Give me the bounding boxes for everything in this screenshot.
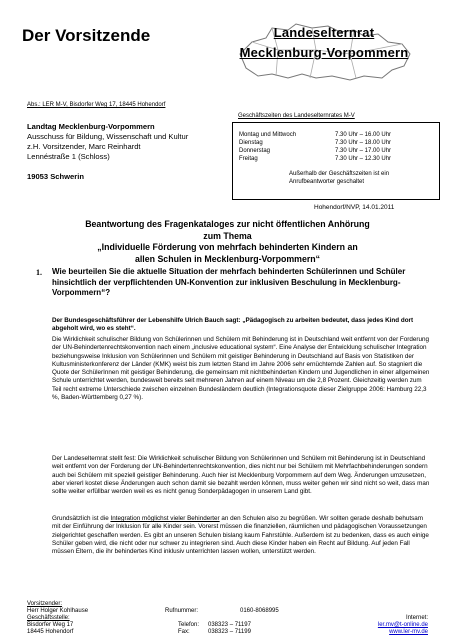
footer-fax: 038323 – 71199: [208, 629, 251, 635]
hours-time: 7.30 Uhr – 17.00 Uhr: [335, 148, 392, 154]
hours-day: Dienstag: [239, 140, 263, 146]
hours-day: Freitag: [239, 156, 258, 162]
footer-web-link[interactable]: www.ler-mv.de: [389, 629, 428, 635]
footer-street: Bisdorfer Weg 17: [27, 622, 74, 628]
body-paragraph: Die Wirklichkeit schulischer Bildung von Schülerinnen und Schülern mit Behinderung ist in Deutschland weit entfernt von der Forderung der UN-Behindertenrechtskonvention nach einem „inclusive educational system“. Eine Analyse der Entwicklung schulischer Integration beziehungsweise Inklusion von Schülerinnen und Schülern mit geistiger Behinderung in Deutschland auf Basis von Statistiken der Kultusministerkonferenz der Länder (KMK) weist bis zum letzten Stand im Jahre 2006 sehr ernüchternde Zahlen auf. So stagniert die Quote der SchülerInnen mit geistiger Behinderung, die gemeinsam mit nichtbehinderten Kindern und Jugendlichen in einer allgemeinen Schule unterrichtet werden, bundesweit bereits seit mehreren Jahren auf einem Niveau um die 2,8 Prozent. Gleichzeitig werden zum Teil recht extreme Unterschiede zwischen einzelnen Bundesländern deutlich (Integrationsquote dieser Zielgruppe 2006: Hamburg 22,3 %, Baden-Württemberg 0,27 %).: [52, 336, 430, 401]
subject-line: Beantwortung des Fragenkataloges zur nicht öffentlichen Anhörung: [85, 219, 370, 229]
subject-line: zum Thema: [203, 230, 252, 241]
address-line: Lennéstraße 1 (Schloss): [27, 152, 110, 161]
footer-email-link[interactable]: ler.mv@t-online.de: [377, 622, 428, 628]
footer-chair-name: Herr Holger Kohlhause: [27, 608, 89, 614]
hours-time: 7.30 Uhr – 16.00 Uhr: [335, 132, 392, 138]
logo-text-line1: Landeselternrat: [273, 25, 375, 40]
hours-time: 7.30 Uhr – 12.30 Uhr: [335, 156, 392, 162]
landeselternrat-logo: [232, 20, 416, 82]
footer-tel-label: Telefon:: [178, 622, 200, 628]
recipient-name: Landtag Mecklenburg-Vorpommern: [27, 122, 155, 131]
question-text: Wie beurteilen Sie die aktuelle Situation der mehrfach behinderten Schülerinnen und Schüler hinsichtlich der verpflichtenden UN-Konvention zur inklusiven Beschulung in Mecklenburg-Vorpommern“?: [52, 267, 406, 297]
subject-line: „Individuelle Förderung von mehrfach behinderten Kindern an: [97, 242, 358, 252]
hours-day: Montag und Mittwoch: [239, 132, 297, 138]
page-title: Der Vorsitzende: [22, 26, 151, 45]
recipient-address: [27, 122, 188, 182]
paragraph-text: an den Schulen also zu begrüßen. Wir sollten gerade deshalb behutsam mit der Einführung der Inklusion für alle Kinder sein. Vorerst müssen die finanziellen, räumlichen und pädagogischen Voraussetzungen zielgerichtet geschaffen werden. Es gibt an unseren Schulen bislang kaum Fahrstühle. Außerdem ist zu bedenken, dass es auch einige Schüler geben wird, die nicht oder nur schwer zu integrieren sind. Auch diese Kinder haben ein Recht auf Bildung. Auf jeden Fall müssen Eltern, die ihr behindertes Kind inklusiv unterrichten lassen wollen, unterstützt werden.: [52, 515, 429, 555]
quote-paragraph: Der Bundesgeschäftsführer der Lebenshilfe Ulrich Bauch sagt: „Pädagogisch zu arbeiten bedeutet, dass jedes Kind dort abgeholt wird, wo es steht“.: [52, 317, 414, 333]
footer-city: 18445 Hohendorf: [27, 629, 74, 635]
question-number: 1.: [36, 268, 42, 277]
hours-time: 7.30 Uhr – 18.00 Uhr: [335, 140, 392, 146]
logo-text-line2: Mecklenburg-Vorpommern: [239, 45, 409, 60]
underlined-phrase: Integration möglichst vieler Behinderter: [110, 515, 220, 522]
office-hours-title: Geschäftszeiten des Landeselternrates M-V: [238, 113, 355, 119]
address-line: z.H. Vorsitzender, Marc Reinhardt: [27, 142, 141, 151]
body-paragraph: [52, 515, 430, 556]
address-line: Ausschuss für Bildung, Wissenschaft und Kultur: [27, 132, 189, 141]
hours-note: Außerhalb der Geschäftszeiten ist ein Anrufbeantworter geschaltet: [289, 171, 390, 185]
subject-line: allen Schulen in Mecklenburg-Vorpommern“: [134, 253, 321, 264]
subject-heading: [40, 219, 415, 265]
footer-phone-label: Rufnummer:: [165, 608, 199, 614]
footer-tel: 038323 – 71197: [208, 622, 251, 628]
sender-line: Abs.: LER M-V, Bisdorfer Weg 17, 18445 Hohendorf: [27, 102, 166, 108]
address-city: 19053 Schwerin: [27, 172, 84, 181]
footer-chair-label: Vorsitzender:: [27, 601, 63, 607]
body-paragraph: Der Landeselternrat stellt fest: Die Wirklichkeit schulischer Bildung von Schülerinnen und Schülern mit Behinderung ist in Deutschland weit entfernt von der Forderung der UN-Behindertenrechtskonvention, dies nicht nur bei Schülern mit Mehrfachbehinderungen sondern auch bei Schülern mit speziell geistiger Behinderung. Auch hier ist Mecklenburg Vorpommern auf dem Weg. Änderungen umzusetzen, aber viererl kostet diese Änderungen auch schon damit sie bezahlt werden können, muss weiter gehen wir sind nicht so weit, dass man sollte weiter erfüllbar werden weil es es nicht genug Sonderpädagogen in unserem Land gibt.: [52, 455, 430, 495]
footer-phone: 0160-8068995: [240, 608, 279, 614]
footer-internet-label: Internet:: [405, 615, 428, 621]
footer-fax-label: Fax:: [178, 629, 190, 635]
paragraph-text: Grundsätzlich ist die: [52, 515, 111, 522]
office-hours-box: [232, 122, 440, 200]
footer-office-label: Geschäftsstelle:: [27, 615, 70, 621]
date-line: Hohendorf/NVP, 14.01.2011: [314, 204, 395, 211]
hours-day: Donnerstag: [239, 148, 271, 154]
